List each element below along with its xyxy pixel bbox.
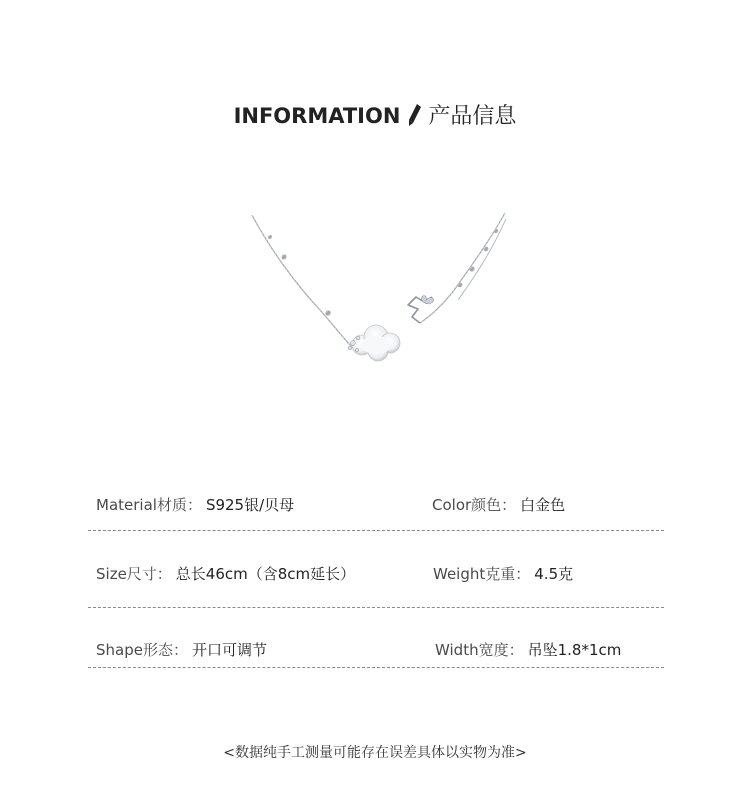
dashed-divider bbox=[88, 607, 664, 608]
title-chinese: 产品信息 bbox=[428, 104, 517, 129]
pen-icon bbox=[408, 103, 422, 127]
spec-color-label: Color颜色： bbox=[432, 496, 517, 514]
measurement-disclaimer: <数据纯手工测量可能存在误差具体以实物为准> bbox=[223, 745, 527, 761]
spec-size-label: Size尺寸： bbox=[96, 565, 172, 583]
spec-weight-value: 4.5克 bbox=[534, 565, 574, 583]
spec-shape-value: 开口可调节 bbox=[191, 641, 267, 659]
spec-material-value: S925银/贝母 bbox=[205, 496, 295, 514]
spec-size-value: 总长46cm（含8cm延长） bbox=[175, 565, 356, 583]
spec-color-value: 白金色 bbox=[520, 496, 566, 514]
spec-width-value: 吊坠1.8*1cm bbox=[527, 641, 622, 659]
spec-width-label: Width宽度： bbox=[435, 641, 524, 659]
spec-weight-label: Weight克重： bbox=[433, 565, 531, 583]
page-title bbox=[0, 100, 750, 132]
spec-size bbox=[96, 559, 355, 589]
dashed-divider bbox=[88, 667, 664, 668]
product-image-necklace bbox=[240, 205, 520, 375]
spec-width bbox=[435, 635, 621, 665]
spec-row-material-color bbox=[88, 490, 664, 520]
spec-shape-label: Shape形态： bbox=[96, 641, 188, 659]
spec-color bbox=[432, 490, 565, 520]
spec-material-label: Material材质： bbox=[96, 496, 202, 514]
spec-row-shape-width bbox=[88, 635, 664, 665]
spec-material bbox=[96, 490, 294, 520]
spec-weight bbox=[433, 559, 573, 589]
spec-shape bbox=[96, 635, 267, 665]
dashed-divider bbox=[88, 530, 664, 531]
title-english: INFORMATION bbox=[233, 104, 401, 128]
spec-row-size-weight bbox=[88, 559, 664, 589]
